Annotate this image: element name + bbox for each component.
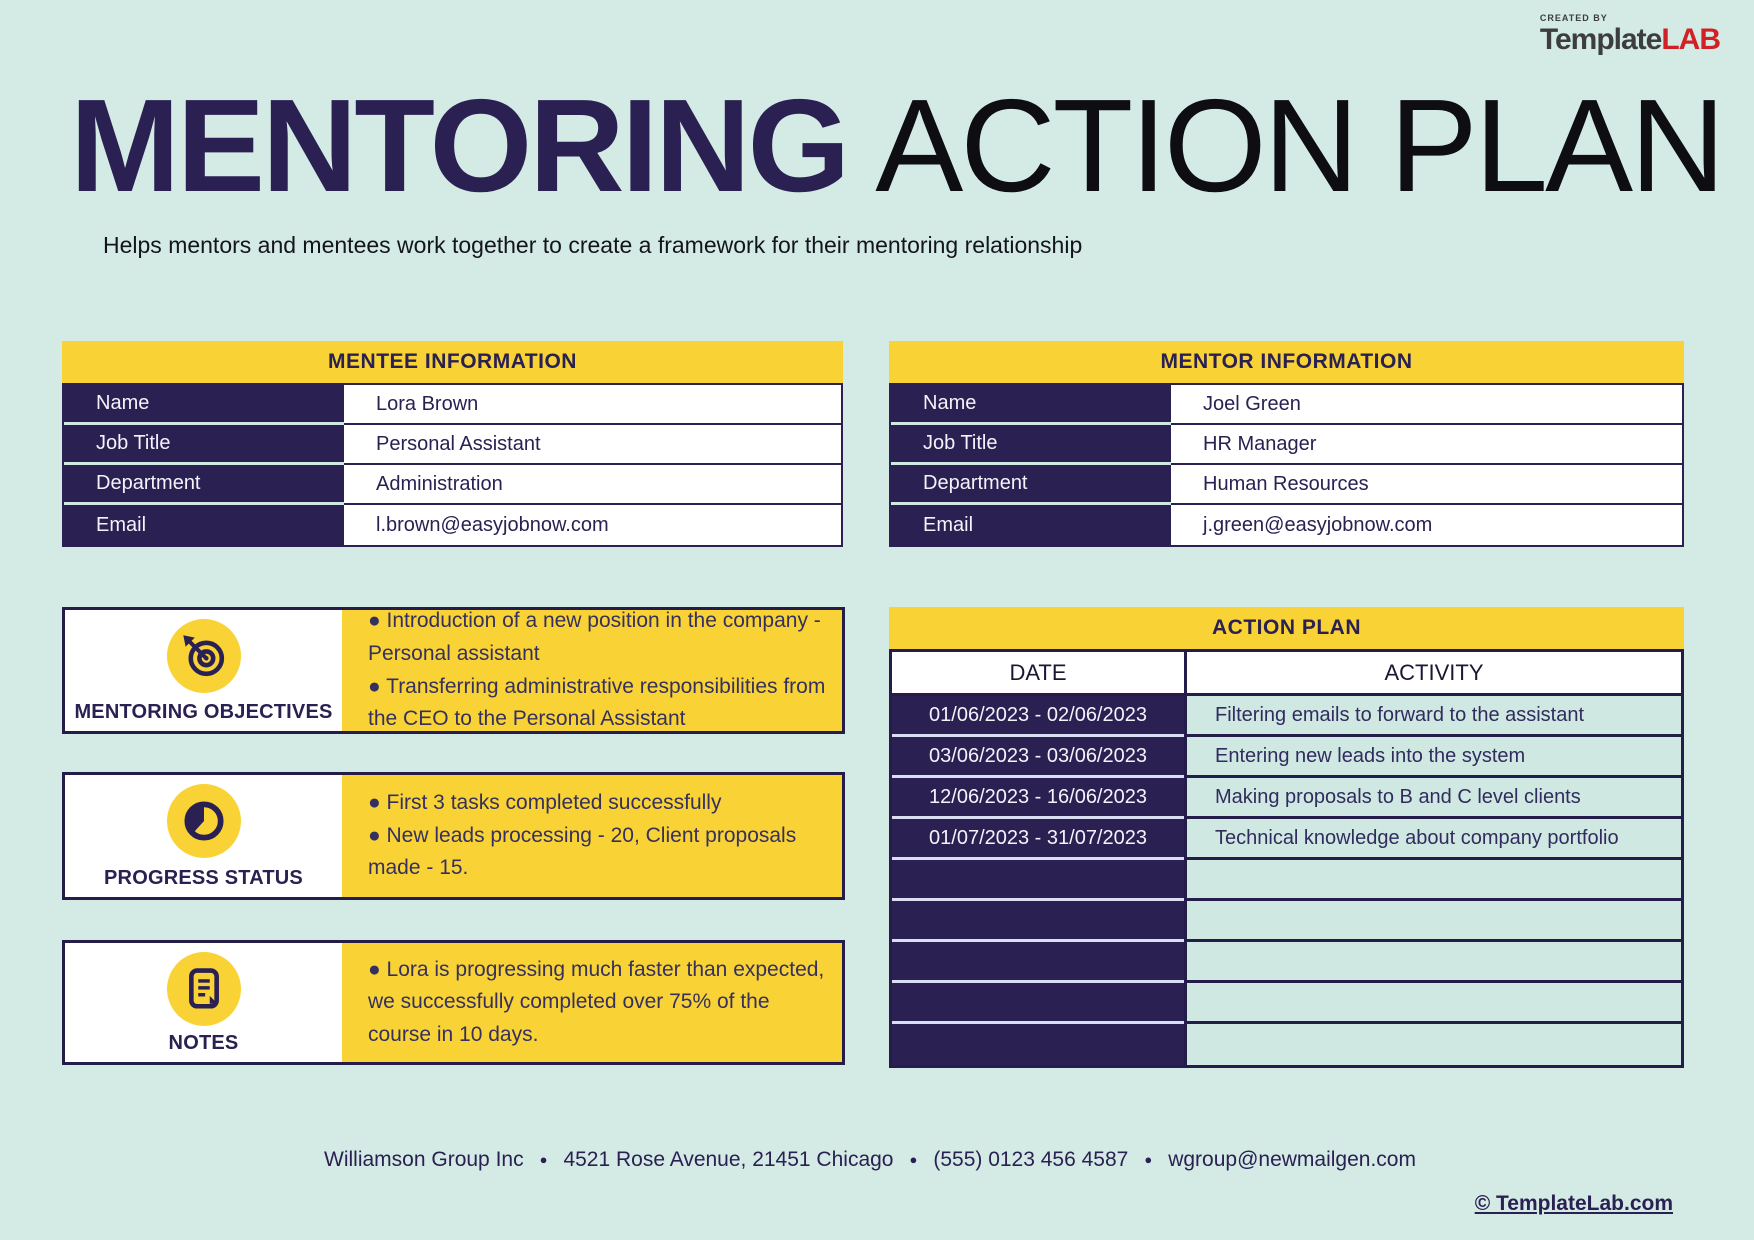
note-icon	[167, 952, 241, 1026]
table-row-empty	[892, 901, 1681, 942]
table-row	[891, 505, 1682, 545]
progress-bullet: ● First 3 tasks completed successfully	[368, 791, 722, 815]
page-title-light: ACTION PLAN	[875, 72, 1723, 219]
action-activity: Filtering emails to forward to the assistant	[1184, 696, 1681, 737]
table-row	[891, 385, 1682, 425]
progress-status-label: PROGRESS STATUS	[104, 867, 303, 889]
mentor-job-title-value: HR Manager	[1171, 425, 1682, 465]
footer-separator-dot: ●	[539, 1152, 548, 1167]
action-plan-column-headers	[892, 652, 1681, 696]
notes-content	[342, 943, 842, 1062]
notes-card	[62, 940, 845, 1065]
action-activity	[1184, 942, 1681, 983]
mentee-email-label: Email	[64, 505, 344, 545]
table-row-empty	[892, 942, 1681, 983]
action-activity	[1184, 860, 1681, 901]
mentoring-objectives-content	[342, 610, 842, 731]
mentee-name-label: Name	[64, 385, 344, 425]
footer-phone: (555) 0123 456 4587	[933, 1148, 1129, 1171]
mentee-department-label: Department	[64, 465, 344, 505]
mentor-table-body	[889, 383, 1684, 547]
table-row	[892, 737, 1681, 778]
mentor-job-title-label: Job Title	[891, 425, 1171, 465]
table-row	[892, 696, 1681, 737]
progress-status-content	[342, 775, 842, 897]
action-date: 01/07/2023 - 31/07/2023	[892, 819, 1184, 860]
note-bullet: ● Lora is progressing much faster than expected, we successfully completed over 75% of the course in 10 days.	[368, 957, 825, 1046]
mentee-name-value: Lora Brown	[344, 385, 841, 425]
mentor-email-label: Email	[891, 505, 1171, 545]
action-plan-body	[889, 649, 1684, 1068]
logo-brand	[1540, 23, 1720, 56]
table-row-empty	[892, 983, 1681, 1024]
mentee-department-value: Administration	[344, 465, 841, 505]
progress-status-card	[62, 772, 845, 900]
mentor-department-label: Department	[891, 465, 1171, 505]
action-date	[892, 983, 1184, 1024]
action-date	[892, 901, 1184, 942]
table-row	[64, 425, 841, 465]
action-date	[892, 1024, 1184, 1065]
action-date	[892, 860, 1184, 901]
footer-email: wgroup@newmailgen.com	[1168, 1148, 1416, 1171]
action-plan-header: ACTION PLAN	[889, 607, 1684, 649]
table-row	[891, 465, 1682, 505]
pie-chart-icon	[167, 784, 241, 858]
table-row	[892, 819, 1681, 860]
mentor-name-label: Name	[891, 385, 1171, 425]
footer-separator-dot: ●	[909, 1152, 918, 1167]
action-activity	[1184, 901, 1681, 942]
date-column-header: DATE	[1009, 659, 1067, 685]
mentee-table-body	[62, 383, 843, 547]
action-activity: Making proposals to B and C level clients	[1184, 778, 1681, 819]
table-row	[64, 385, 841, 425]
logo-created-by: CREATED BY	[1539, 13, 1608, 23]
action-activity: Entering new leads into the system	[1184, 737, 1681, 778]
action-date	[892, 942, 1184, 983]
action-date: 03/06/2023 - 03/06/2023	[892, 737, 1184, 778]
mentee-information-table	[62, 341, 843, 547]
mentee-table-header: MENTEE INFORMATION	[62, 341, 843, 383]
mentoring-objectives-label: MENTORING OBJECTIVES	[74, 701, 333, 723]
mentoring-objectives-card	[62, 607, 845, 734]
mentor-name-value: Joel Green	[1171, 385, 1682, 425]
templatelab-logo	[1540, 14, 1720, 55]
notes-label: NOTES	[168, 1032, 239, 1054]
action-date: 12/06/2023 - 16/06/2023	[892, 778, 1184, 819]
table-row	[64, 465, 841, 505]
action-date: 01/06/2023 - 02/06/2023	[892, 696, 1184, 737]
mentoring-objectives-side	[65, 610, 342, 731]
activity-column-header: ACTIVITY	[1184, 652, 1681, 693]
footer-address: 4521 Rose Avenue, 21451 Chicago	[563, 1148, 894, 1171]
table-row-empty	[892, 1024, 1681, 1065]
mentor-table-header: MENTOR INFORMATION	[889, 341, 1684, 383]
footer-separator-dot: ●	[1144, 1152, 1153, 1167]
table-row	[64, 505, 841, 545]
logo-brand-name: Template	[1539, 23, 1662, 56]
mentee-email-value: l.brown@easyjobnow.com	[344, 505, 841, 545]
table-row	[891, 425, 1682, 465]
action-activity: Technical knowledge about company portfolio	[1184, 819, 1681, 860]
action-activity	[1184, 1024, 1681, 1065]
footer-company: Williamson Group Inc	[324, 1148, 524, 1171]
footer	[0, 1148, 1740, 1172]
action-activity	[1184, 983, 1681, 1024]
table-row	[892, 778, 1681, 819]
mentor-department-value: Human Resources	[1171, 465, 1682, 505]
mentee-job-title-value: Personal Assistant	[344, 425, 841, 465]
page-title-bold: MENTORING	[70, 72, 848, 219]
target-icon	[167, 619, 241, 693]
action-plan-table	[889, 607, 1684, 1068]
logo-brand-suffix: LAB	[1661, 23, 1720, 56]
table-row-empty	[892, 860, 1681, 901]
notes-side	[65, 943, 342, 1062]
mentee-job-title-label: Job Title	[64, 425, 344, 465]
page-title	[70, 72, 1723, 219]
page-subtitle: Helps mentors and mentees work together to create a framework for their mentoring relationship	[103, 232, 1083, 258]
templatelab-copyright-link[interactable]: © TemplateLab.com	[1474, 1192, 1673, 1215]
progress-bullet: ● New leads processing - 20, Client proposals made - 15.	[368, 823, 797, 880]
mentor-email-value: j.green@easyjobnow.com	[1171, 505, 1682, 545]
objective-bullet: ● Introduction of a new position in the company - Personal assistant	[368, 609, 821, 665]
objective-bullet: ● Transferring administrative responsibilities from the CEO to the Personal Assistant	[368, 674, 826, 731]
mentor-information-table	[889, 341, 1684, 547]
progress-status-side	[65, 775, 342, 897]
